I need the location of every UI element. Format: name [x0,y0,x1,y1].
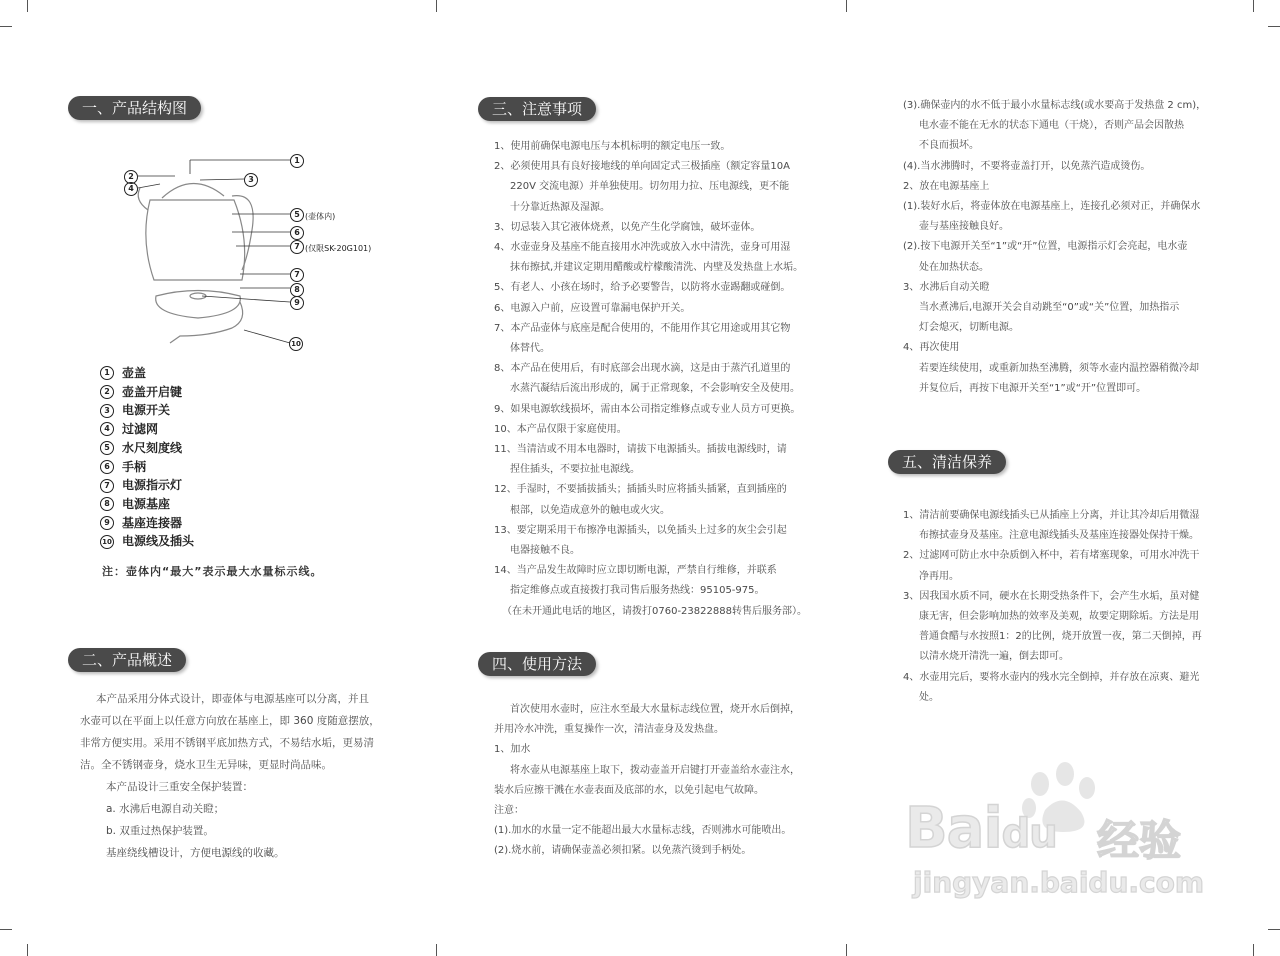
callout-7: 7 [290,240,304,254]
usage-continued-text [903,96,1206,399]
list-item: 布擦拭壶身及基座。注意电源线插头及基座连接器处保持干燥。 [919,530,1199,542]
list-item: 抹布擦拭,并建议定期用醋酸或柠檬酸清洗、内壁及发热盘上水垢。 [510,262,804,274]
list-item: 7、本产品壶体与底座是配合使用的，不能用作其它用途或用其它物 [494,322,791,334]
paragraph-line: a. 水沸后电源自动关瞪； [106,803,225,815]
list-item: 13、要定期采用干布擦净电源插头，以免插头上过多的灰尘会引起 [494,524,787,536]
list-item: 十分靠近热源及湿源。 [510,201,610,213]
watermark-brand: Bai [905,796,1002,861]
crop-mark [436,0,437,12]
paragraph-line: 本产品设计三重安全保护装置： [106,781,253,793]
list-item: 1、加水 [494,744,531,756]
watermark-brand-du: du [1001,811,1057,857]
callout-7b: 7 [290,268,304,282]
crop-mark [1253,0,1254,12]
list-item: 若要连续使用，或重新加热至沸腾，须等水壶内温控器稍微冷却 [919,362,1199,374]
list-item: 以清水烧开清洗一遍，倒去即可。 [919,651,1069,663]
list-item: (3).确保壶内的水不低于最小水量标志线(或水要高于发热盘 2 cm)， [903,100,1207,111]
crop-mark [0,929,12,930]
list-item: 5、有老人、小孩在场时，给予必要警告，以防将水壶踢翻或碰倒。 [494,282,791,294]
kettle-body [146,200,245,280]
list-item: 注意： [494,805,524,817]
list-item: 康无害，但会影响加热的效率及美观，故要定期除垢。方法是用 [919,611,1199,623]
list-item: 捏住插头，不要拉扯电源线。 [510,464,640,476]
list-item: 3 电源开关 [100,401,194,420]
list-item: 6、电源入户前，应设置可靠漏电保护开关。 [494,302,691,314]
list-item: 处在加热状态。 [919,261,989,273]
section-title-structure: 一、产品结构图 [68,96,201,120]
crop-mark [1268,26,1280,27]
list-item: 9、如果电源软线损坏，需由本公司指定维修点或专业人员方可更换。 [494,403,801,415]
list-item: 14、当产品发生故障时应立即切断电源，严禁自行维修，并联系 [494,565,777,577]
list-item: 10 电源线及插头 [100,532,194,551]
power-cord [170,302,243,343]
callout-10: 10 [289,337,303,351]
callout-4: 4 [124,182,138,196]
crop-mark [1268,929,1280,930]
list-item: 3、因我国水质不同，硬水在长期受热条件下，会产生水垢，虽对健 [903,590,1200,602]
list-item: 1、清洁前要确保电源线插头已从插座上分离，并让其冷却后用微湿 [903,510,1200,521]
list-item: (4).当水沸腾时，不要将壶盖打开，以免蒸汽造成烫伤。 [903,160,1151,172]
list-item: (1).装好水后，将壶体放在电源基座上，连接孔必须对正，并确保水 [903,201,1201,213]
kettle-lid [162,183,224,198]
list-item: 装水后应擦干溅在水壶表面及底部的水，以免引起电气故障。 [494,784,764,796]
list-item: (1).加水的水量一定不能超出最大水量标志线，否则沸水可能喷出。 [494,825,792,837]
callout-9: 9 [290,296,304,310]
list-item: 10、本产品仅限于家庭使用。 [494,423,627,435]
list-item: 1 壶盖 [100,364,194,383]
list-item: 4、水壶用完后，要将水壶内的残水完全倒掉，并存放在凉爽、避光 [903,671,1200,683]
section-title-cleaning: 五、清洁保养 [888,450,1006,474]
paragraph-line: 洁。全不锈钢壶身，烧水卫生无异味，更显时尚品味。 [80,759,332,771]
crop-mark [27,0,28,12]
list-item: 首次使用水壶时，应注水至最大水量标志线位置，烧开水后倒掉， [510,704,800,715]
crop-mark [436,944,437,956]
callout-1: 1 [290,154,304,168]
baidu-watermark [905,760,1205,910]
list-item: 6 手柄 [100,458,194,477]
list-item: 2、必须使用具有良好接地线的单向固定式三极插座（额定容量10A [494,161,790,173]
callout-7-note: (仅限SK-20G101) [305,244,372,253]
list-item: 将水壶从电源基座上取下，拨动壶盖开启键打开壶盖给水壶注水， [510,764,800,776]
list-item: 9 基座连接器 [100,514,194,533]
paragraph-line: 非常方便实用。采用不锈钢平底加热方式，不易结水垢，更易清 [80,737,374,749]
list-item: 电器接触不良。 [510,545,580,557]
list-item: 3、水沸后自动关瞪 [903,281,990,293]
kettle-base [156,291,241,319]
watermark-url: jingyan.baidu.com [913,866,1205,899]
max-line-note: 注：壶体内“最大”表示最大水量标示线。 [102,565,323,578]
crop-mark [846,944,847,956]
list-item: 并用冷水冲洗，重复操作一次，清洁壶身及发热盘。 [494,724,724,736]
list-item: 3、切忌装入其它液体烧煮，以免产生化学腐蚀，破坏壶体。 [494,221,761,233]
cleaning-text [903,506,1202,708]
list-item: 8、本产品在使用后，有时底部会出现水滴，这是由于蒸汽孔道里的 [494,363,791,375]
list-item: （在未开通此电话的地区，请拨打0760-23822888转售后服务部）。 [502,605,807,617]
list-item: 4、再次使用 [903,342,960,354]
list-item: (2).烧水前，请确保壶盖必须扣紧。以免蒸汽烫到手柄处。 [494,845,752,857]
list-item: 灯会熄灭，切断电源。 [919,322,1019,334]
list-item: 220V 交流电源）并单独使用。切勿用力拉、压电源线，更不能 [510,181,790,193]
list-item: 7 电源指示灯 [100,476,194,495]
list-item: 1、使用前确保电源电压与本机标明的额定电压一致。 [494,141,731,152]
crop-mark [0,26,12,27]
list-item: (2).按下电源开关至“1”或“开”位置，电源指示灯会亮起，电水壶 [903,241,1188,253]
watermark-jingyan: 经验 [1097,816,1182,865]
precautions-text [494,137,807,622]
list-item: 当水煮沸后,电源开关会自动跳至“0”或“关”位置，加热指示 [919,302,1180,314]
callout-5: 5 [290,208,304,222]
crop-mark [27,944,28,956]
overview-text [80,688,380,864]
list-item: 8 电源基座 [100,495,194,514]
crop-mark [1253,944,1254,956]
kettle-spout [138,188,148,210]
section-title-overview: 二、产品概述 [68,648,186,672]
callout-3: 3 [244,173,258,187]
list-item: 电水壶不能在无水的状态下通电（干烧），否则产品会因散热 [919,120,1184,132]
callout-6: 6 [290,226,304,240]
list-item: 根部，以免造成意外的触电或火灾。 [510,504,670,516]
list-item: 11、当清洁或不用本电器时，请拔下电源插头。插拔电源线时，请 [494,444,787,456]
list-item: 4、水壶壶身及基座不能直接用水冲洗或放入水中清洗，壶身可用湿 [494,242,791,254]
parts-list [100,364,194,551]
callout-8: 8 [290,283,304,297]
list-item: 水蒸汽凝结后流出形成的，属于正常现象，不会影响安全及使用。 [510,383,800,395]
paragraph-line: b. 双重过热保护装置。 [106,825,214,837]
section-title-precautions: 三、注意事项 [478,97,596,121]
list-item: 处。 [919,691,939,703]
callout-2: 2 [124,170,138,184]
list-item: 壶与基座接触良好。 [919,221,1009,233]
list-item: 不良而损坏。 [919,140,979,152]
list-item: 普通食醋与水按照1：2的比例，烧开放置一夜，第二天倒掉，再 [919,631,1202,643]
list-item: 净再用。 [919,570,959,582]
list-item: 5 水尺刻度线 [100,439,194,458]
crop-mark [846,0,847,12]
paragraph-line: 水壶可以在平面上以任意方向放在基座上，即 360 度随意摆放， [80,715,380,727]
usage-text [494,700,800,862]
callout-5-note: (壶体内) [305,212,336,221]
section-title-usage: 四、使用方法 [478,652,596,676]
list-item: 并复位后，再按下电源开关至“1”或“开”位置即可。 [919,382,1147,394]
list-item: 2、放在电源基座上 [903,180,990,192]
list-item: 2、过滤网可防止水中杂质倒入杯中，若有堵塞现象，可用水冲洗干 [903,550,1200,562]
list-item: 4 过滤网 [100,420,194,439]
paragraph-line: 基座绕线槽设计，方便电源线的收藏。 [106,847,285,859]
paragraph-line: 本产品采用分体式设计，即壶体与电源基座可以分离，并且 [96,693,369,705]
list-item: 12、手湿时，不要插拔插头；插插头时应将插头插紧，直到插座的 [494,484,787,496]
list-item: 指定维修点或直接拨打我司售后服务热线：95105-975。 [510,585,765,597]
list-item: 2 壶盖开启键 [100,383,194,402]
list-item: 体替代。 [510,343,550,355]
